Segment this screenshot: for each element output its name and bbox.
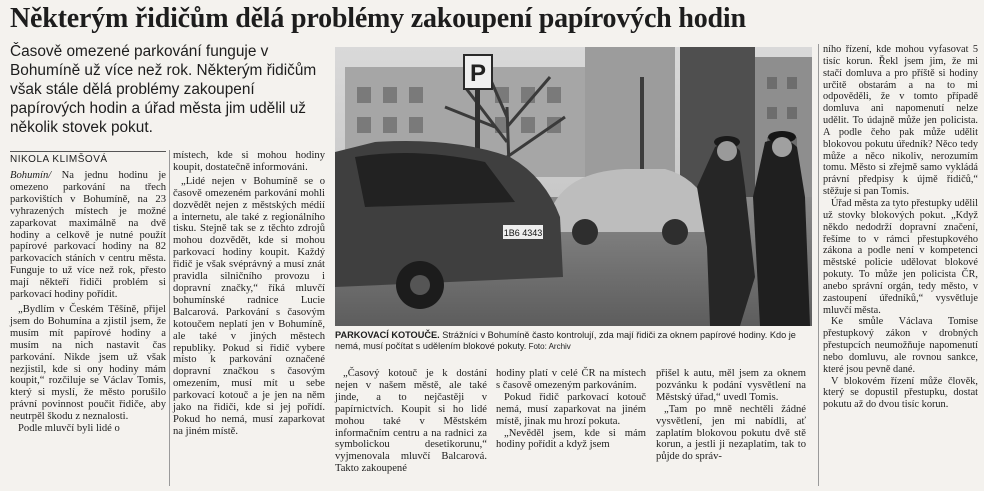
caption-title: PARKOVACÍ KOTOUČE. xyxy=(335,330,440,340)
paragraph: Bohumín/ Na jednu hodinu je omezeno parkování na třech parkovištích v Bohumíně, na 23 vyhrazených místech je možné zaparkovat maximálně na dvě hodiny a celkově je nutné použít papírové parkovací hodiny na 82 parkovacích stáních v centru města. Funguje to už více než rok, přesto mají někteří řidiči problém si parkovací hodiny pořídit. xyxy=(10,170,166,301)
license-plate: 1B6 4343 xyxy=(503,228,543,238)
parking-photo xyxy=(335,47,812,326)
paragraph: Pokud řidič parkovací kotouč nemá, musí zaparkovat na jiném místě, jinak mu hrozí pokuta. xyxy=(496,391,646,427)
photo-illustration xyxy=(335,47,812,326)
byline: NIKOLA KLIMŠOVÁ xyxy=(10,151,166,165)
paragraph: Úřad města za tyto přestupky udělil už stovky blokových pokut. „Když někdo nedodrží dopravní značení, řešíme to v rámci přestupkového zákona a podle není v kompetenci městské policie udělovat blokové pokuty. To může jen policista ČR, anebo správní orgán, tedy město, v zastoupení úředníků,“ vysvětluje mluvčí města. xyxy=(823,197,978,316)
paragraph: „Lidé nejen v Bohumíně se o časově omezeném parkování mohli dozvědět nejen z městských médií a internetu, ale také z regionálního tisku. Stejně tak se z těchto zdrojů mohou dozvědět, kde si mohou parkovací hodiny koupit. Každý řidič je však svéprávný a musí znát pravidla silničního provozu i dopravní značky,“ říká mluvčí bohumínské radnice Lucie Balcarová. Parkování s časovým kotoučem neplatí jen v Bohumíně, ale také v jiných městech republiky. Pokud si řidič vybere místo k parkování označené dopravní značkou s časovým omezením, musí mít u sebe parkovací kotouč a je jen na něm jako na řidiči, kde si jej pořídí. Pokud ho nemá, musí zaparkovat na jiném místě. xyxy=(173,175,325,437)
paragraph: „Časový kotouč je k dostání nejen v našem městě, ale také jinde, a to nejčastěji v papírnictvích. Koupit si ho lidé mohou také v Městském informačním centru a na radnici za symbolickou desetikorunu,“ vyjmenovala mluvčí Balcarová. Takto zakoupené xyxy=(335,368,487,475)
dateline: Bohumín/ xyxy=(10,170,52,181)
headline: Některým řidičům dělá problémy zakoupení papírových hodin xyxy=(10,3,746,34)
paragraph: „Tam po mně nechtěli žádné vysvětlení, jen mi nabídli, ať zaplatím blokovou pokutu dvě stě korun, a jestli ji nezaplatím, tak to půjde do správ- xyxy=(656,403,806,463)
article-column-2 xyxy=(173,150,325,438)
paragraph: „Nevěděl jsem, kde si mám hodiny pořídit a když jsem xyxy=(496,427,646,451)
column-divider xyxy=(818,44,819,486)
parking-sign-letter: P xyxy=(469,60,487,87)
paragraph: místech, kde si mohou hodiny koupit, dostatečně informováni. xyxy=(173,150,325,173)
article-column-4 xyxy=(496,368,646,451)
paragraph: Podle mluvčí byli lidé o xyxy=(18,423,120,435)
article-column-6 xyxy=(823,44,978,411)
paragraph: přišel k autu, měl jsem za oknem pozvánku k podání vysvětlení na Městský úřad,“ uvedl Tomis. xyxy=(656,368,806,403)
paragraph: ního řízení, kde mohou vyfasovat 5 tisíc korun. Řekl jsem jim, že mi stačí domluva a pro příště si hodiny určitě obstarám a na to mi odpověděli, že v tomto případě domluva ani napomenutí nelze udělit. To údajně může jen policista. A podle čeho pak může udělit blokovou pokutu úředník? Něco tedy může a něco nikoliv, nerozumím tomu. Město si zřejmě samo vykládá právní předpisy k újmě řidičů,“ stěžuje si pan Tomis. xyxy=(823,44,978,198)
paragraph: V blokovém řízení může člověk, který se dopustil přestupku, dostat pokutu až do dvou tisíc korun. xyxy=(823,375,978,411)
article-column-3 xyxy=(335,368,487,475)
article-column-5 xyxy=(656,368,806,463)
photo-credit: Foto: Archiv xyxy=(526,342,571,351)
paragraph: „Bydlím v Českém Těšíně, přijel jsem do Bohumína a zjistil jsem, že musím mít papírové hodiny a musím na nich nastavit čas parkování. Nikde jsem už však nezjistil, kde si ony hodiny mám koupit,“ rozčiluje se Václav Tomis, který si myslí, že město porušilo právní povinnost poučit řidiče, aby neutrpěl škodu z neznalosti. xyxy=(10,303,166,423)
article-column-1 xyxy=(10,170,166,435)
caption-text: Strážníci v Bohumíně často kontrolují, zda mají řidiči za oknem papírové hodiny. Kdo je nemá, musí počítat s udělením blokové pokuty. xyxy=(335,330,796,351)
column-divider xyxy=(169,150,170,486)
paragraph: hodiny platí v celé ČR na místech s časově omezeným parkováním. xyxy=(496,368,646,391)
photo-caption xyxy=(335,330,812,352)
paragraph: Ke smůle Václava Tomise přestupkový zákon v drobných přestupcích neumožňuje napomenutí nebo domluvu, ale rovnou sankce, které jsou pevně dané. xyxy=(823,316,978,375)
lead-paragraph: Časově omezené parkování funguje v Bohumíně už více než rok. Některým řidičům však stále dělá problémy zakoupení papírových hodin a úřad města jim udělil už několik stovek pokut. xyxy=(10,43,317,136)
